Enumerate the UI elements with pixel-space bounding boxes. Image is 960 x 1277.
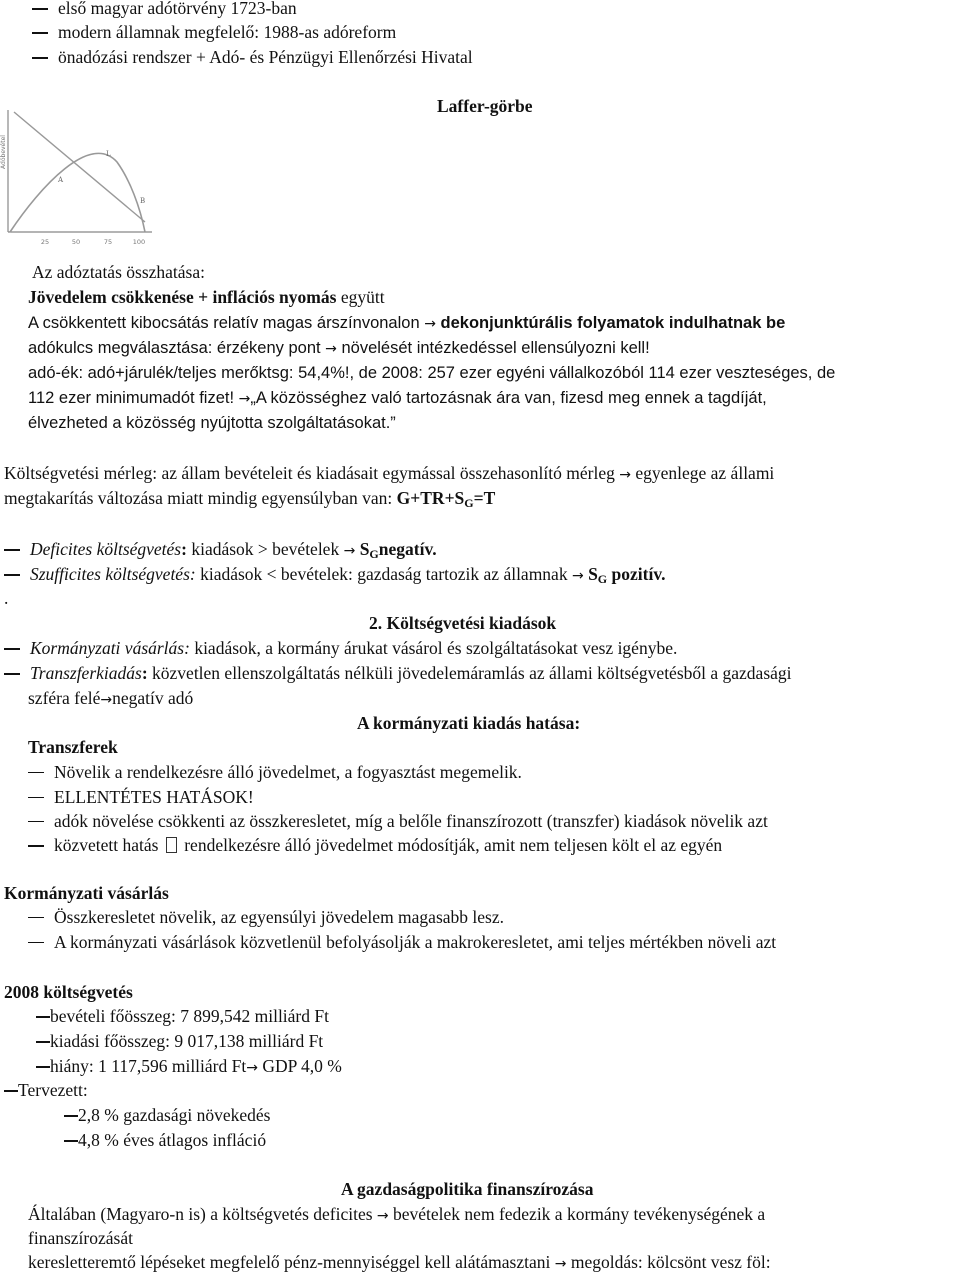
arrow-icon: →: [554, 1256, 567, 1272]
arrow-icon: →: [238, 391, 251, 407]
laffer-title: Laffer-görbe: [437, 96, 533, 116]
dash-icon: [28, 845, 44, 847]
point-label-a: A: [58, 176, 64, 184]
gov-item-2: A kormányzati vásárlások közvetlenül befolyásolják a makrokeresletet, ami teljes mértékben növeli azt: [28, 930, 960, 955]
budget-2008-planned: Tervezett:: [4, 1078, 960, 1103]
tick-label: 100: [132, 238, 146, 246]
straight-line: [14, 112, 145, 222]
budget-line-2: megtakarítás változása miatt mindig egyensúlyban van: $G+TR+S_G=T$: [4, 488, 496, 510]
spending-title: 2. Költségvetési kiadások: [369, 613, 557, 633]
planned-inflation: 4,8 % éves átlagos infláció: [64, 1128, 960, 1153]
effects-line-6: 112 ezer minimumadót fizet! →„A közösséghez való tartozásnak ára van, fizesd meg ennek a tagdíját,: [28, 389, 767, 407]
missing-glyph-icon: [166, 837, 177, 853]
financing-line-1: Általában (Magyaro-n is) a költségvetés deficites → bevételek nem fedezik a kormány tevékenységének a: [28, 1204, 766, 1224]
top-bullet-1: első magyar adótörvény 1723-ban: [32, 0, 960, 21]
arrow-icon: →: [100, 692, 113, 708]
dash-icon: [4, 673, 20, 675]
dash-icon: [64, 1115, 78, 1117]
dash-icon: [36, 1041, 50, 1043]
budget-2008-heading: 2008 költségvetés: [4, 982, 133, 1002]
dash-icon: [4, 549, 20, 551]
surplus-line: Szufficites költségvetés: kiadások < bevételek: gazdaság tartozik az államnak → $S_G$ pozitív.: [4, 562, 960, 589]
dash-icon: [4, 574, 20, 576]
dash-icon: [32, 32, 48, 34]
financing-line-3: keresletteremtő lépéseket megfelelő pénz-mennyiséggel kell alátámasztani → megoldás: kölcsönt vesz föl:: [28, 1252, 771, 1272]
deficit-line: Deficites költségvetés: kiadások > bevételek → $S_Gnegatív$.: [4, 537, 960, 564]
dash-icon: [28, 821, 44, 822]
spending-transfer-cont: szféra felé→negatív adó: [28, 688, 194, 708]
arrow-icon: →: [619, 467, 631, 483]
gov-item-1: Összkeresletet növelik, az egyensúlyi jövedelem magasabb lesz.: [28, 905, 960, 930]
point-label-b: B: [140, 197, 146, 205]
dash-icon: [28, 797, 44, 798]
budget-2008-revenue: bevételi főösszeg: 7 899,542 milliárd Ft: [36, 1004, 960, 1029]
effects-line-4: adókulcs megválasztása: érzékeny pont → növelését intézkedéssel ellensúlyozni kell!: [28, 339, 650, 357]
dash-icon: [28, 772, 44, 773]
laffer-curve-figure: [0, 92, 160, 254]
dash-icon: [28, 942, 44, 943]
arrow-icon: →: [571, 568, 584, 584]
transfers-heading: Transzferek: [28, 737, 118, 757]
dash-icon: [4, 648, 20, 650]
transfers-item-1: Növelik a rendelkezésre álló jövedelmet, a fogyasztást megemelik.: [28, 760, 960, 785]
dash-icon: [28, 917, 44, 918]
gov-purchase-heading: Kormányzati vásárlás: [4, 883, 169, 903]
dash-icon: [32, 8, 48, 10]
effects-line-2: Jövedelem csökkenése + inflációs nyomás együtt: [28, 287, 385, 307]
arrow-icon: →: [376, 1208, 389, 1224]
effect-title: A kormányzati kiadás hatása:: [357, 713, 581, 733]
dash-icon: [36, 1066, 50, 1068]
dash-icon: [32, 57, 48, 59]
budget-2008-deficit: hiány: 1 117,596 milliárd Ft→ GDP 4,0 %: [36, 1054, 960, 1081]
transfers-item-2: ELLENTÉTES HATÁSOK!: [28, 785, 960, 810]
planned-growth: 2,8 % gazdasági növekedés: [64, 1103, 960, 1128]
budget-2008-expenditure: kiadási főösszeg: 9 017,138 milliárd Ft: [36, 1029, 960, 1054]
arrow-icon: →: [343, 543, 356, 559]
y-axis-label: Adóbevétel: [0, 135, 7, 169]
effects-line-5: adó-ék: adó+járulék/teljes merőktsg: 54,4%!, de 2008: 257 ezer egyéni vállalkozóból 114 ezer veszteséges, de: [28, 364, 836, 382]
spending-transfer-line: Transzferkiadás: közvetlen ellenszolgáltatás nélküli jövedelemáramlás az állami költségvetésből a gazdasági: [4, 661, 960, 686]
effects-line-3: A csökkentett kibocsátás relatív magas árszínvonalon → dekonjunktúrális folyamatok indulhatnak be: [28, 314, 786, 332]
effects-line-7: élvezheted a közösség nyújtotta szolgáltatásokat.”: [28, 414, 396, 432]
budget-line-1: Költségvetési mérleg: az állam bevételeit és kiadásait egymással összehasonlító mérleg → egyenlege az állami: [4, 463, 775, 483]
top-bullet-3: önadózási rendszer + Adó- és Pénzügyi Ellenőrzési Hivatal: [32, 45, 960, 70]
financing-line-2: finanszírozását: [28, 1228, 133, 1248]
dash-icon: [64, 1140, 78, 1142]
effects-heading: Az adóztatás összhatása:: [32, 262, 205, 282]
arrow-icon: →: [424, 316, 436, 332]
tick-label: 50: [71, 238, 81, 246]
top-bullet-2: modern államnak megfelelő: 1988-as adóreform: [32, 20, 960, 45]
point-label-l: L: [106, 150, 111, 158]
dash-icon: [4, 1090, 18, 1092]
financing-title: A gazdaságpolitika finanszírozása: [341, 1179, 594, 1199]
spending-purchase-line: Kormányzati vásárlás: kiadások, a kormány árukat vásárol és szolgáltatásokat vesz igénybe.: [4, 636, 960, 661]
transfers-item-4: közvetett hatás rendelkezésre álló jövedelmet módosítják, amit nem teljesen költ el az egyén: [28, 833, 960, 858]
tick-label: 75: [103, 238, 113, 246]
dash-icon: [36, 1016, 50, 1018]
arrow-icon: →: [325, 341, 337, 357]
tick-label: 25: [40, 238, 50, 246]
stray-dot: .: [4, 588, 9, 608]
arrow-icon: →: [246, 1060, 258, 1076]
transfers-item-3: adók növelése csökkenti az összkeresletet, míg a belőle finanszírozott (transzfer) kiadások növelik azt: [28, 809, 960, 834]
